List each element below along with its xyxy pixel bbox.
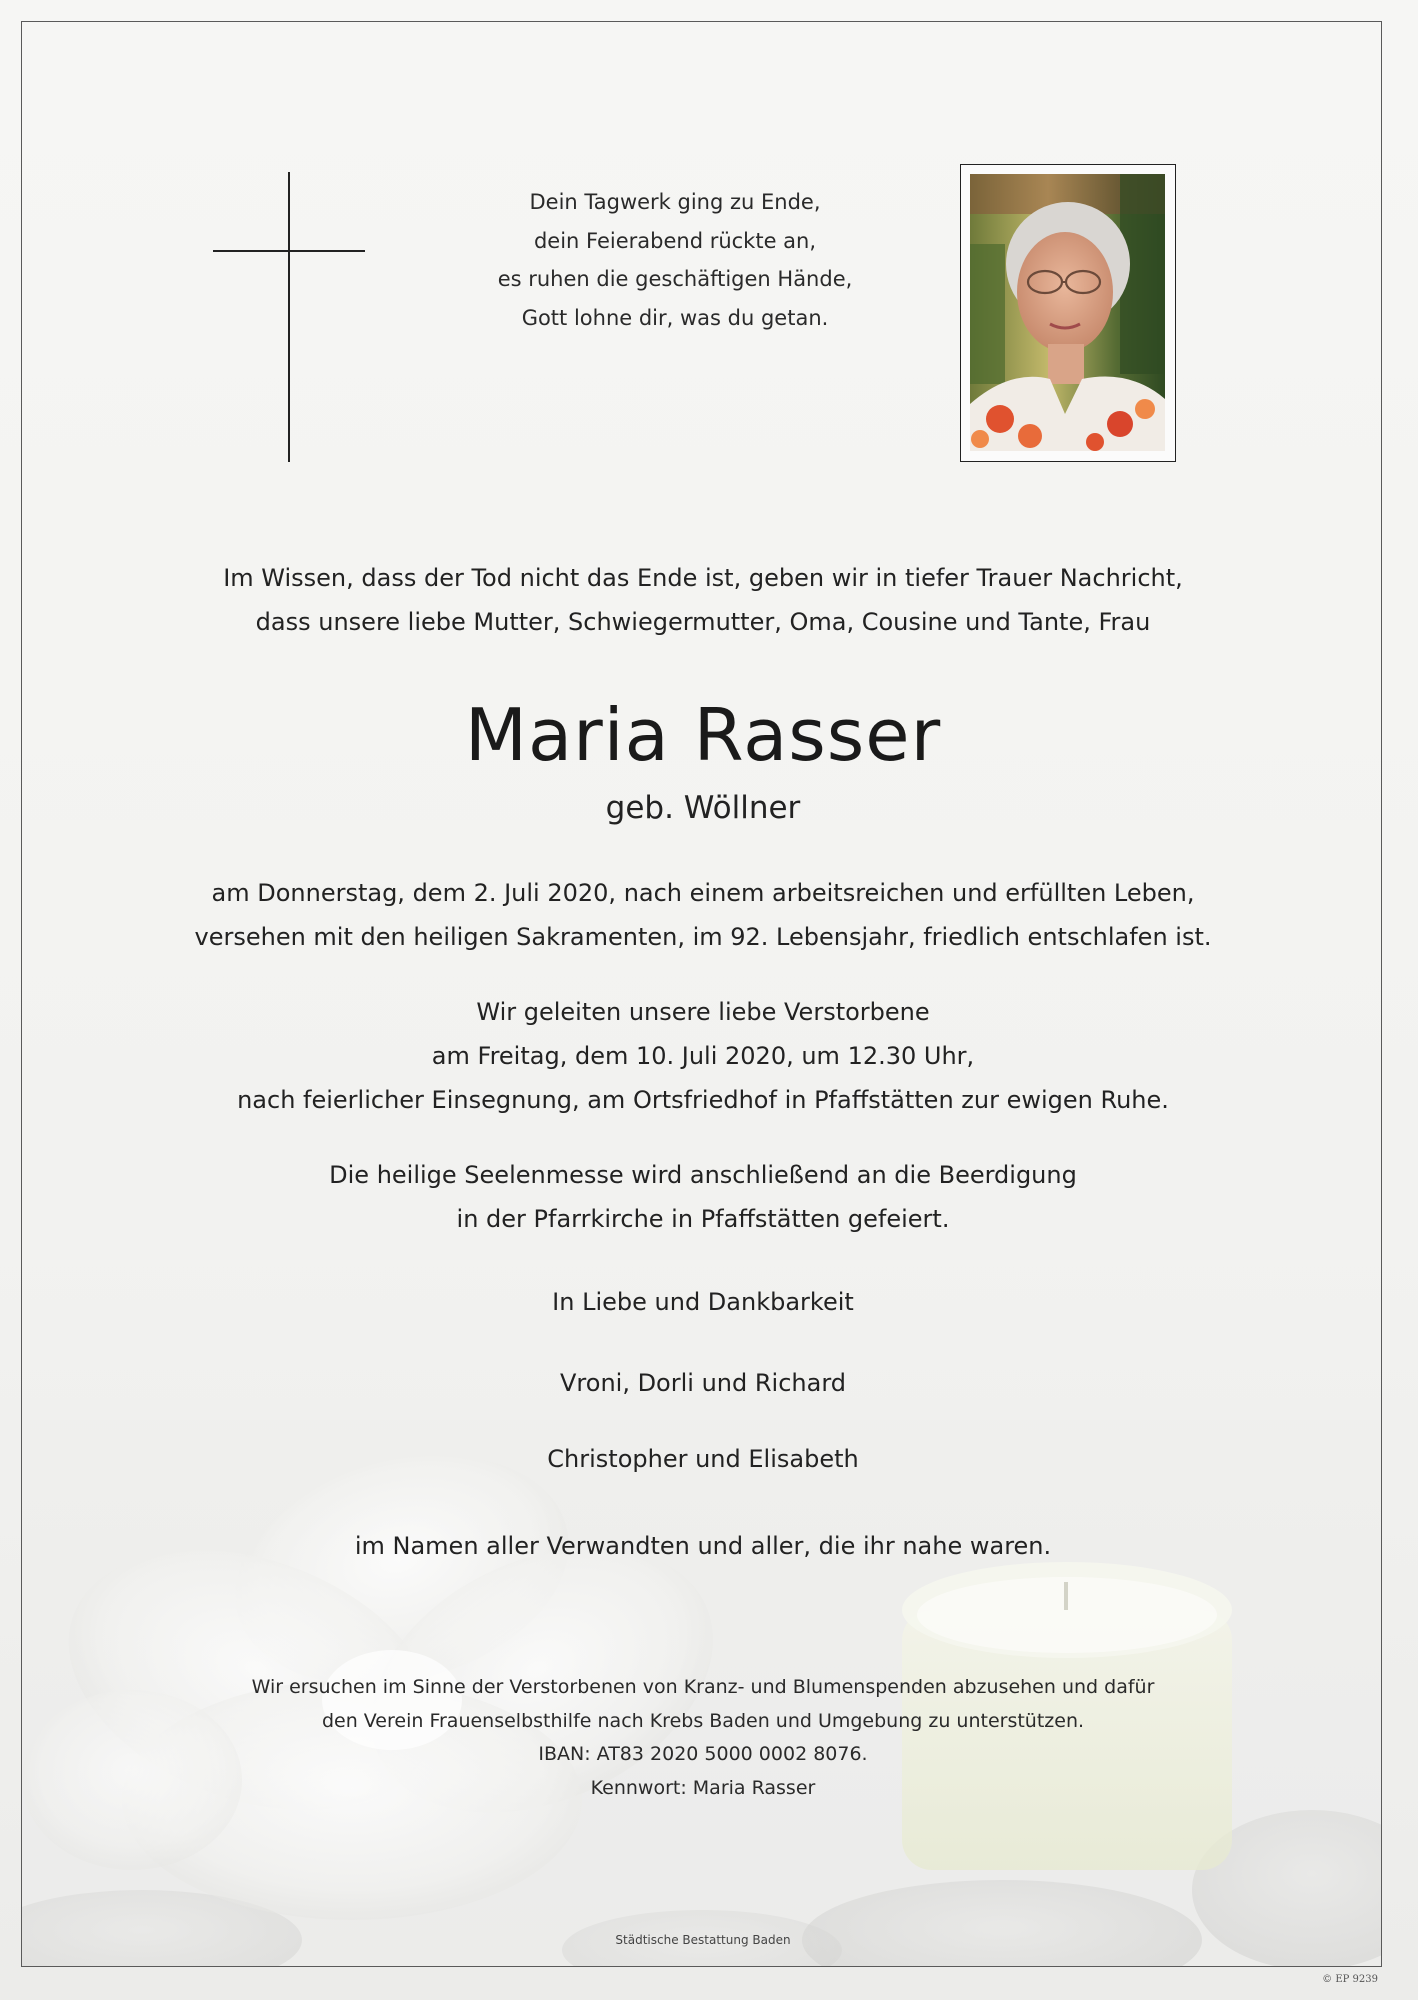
intro-text [0,556,1406,644]
donation-keyword: Kennwort: Maria Rasser [590,1776,816,1799]
mass-info [0,1153,1406,1241]
funeral-line: nach feierlicher Einsegnung, am Ortsfriedhof in Pfaffstätten zur ewigen Ruhe. [237,1086,1169,1114]
death-notice [0,871,1406,959]
poem-line: dein Feierabend rückte an, [533,228,817,253]
cross-icon [213,172,365,462]
maiden-name: geb. Wöllner [605,790,801,826]
donation-line: den Verein Frauenselbsthilfe nach Krebs Baden und Umgebung zu unterstützen. [321,1709,1085,1732]
print-code: © EP 9239 [1322,1974,1378,1985]
poem-line: Gott lohne dir, was du getan. [521,305,829,330]
portrait-frame [960,164,1176,462]
funeral-line: Wir geleiten unsere liebe Verstorbene [476,998,930,1026]
death-notice-line: am Donnerstag, dem 2. Juli 2020, nach einem arbeitsreichen und erfüllten Leben, [211,879,1195,907]
poem-line: es ruhen die geschäftigen Hände, [497,267,853,291]
closing-phrase: In Liebe und Dankbarkeit [552,1288,854,1316]
mass-line: in der Pfarrkirche in Pfaffstätten gefeiert. [456,1205,950,1233]
intro-line: dass unsere liebe Mutter, Schwiegermutter, Oma, Cousine und Tante, Frau [255,608,1151,636]
donation-iban: IBAN: AT83 2020 5000 0002 8076. [538,1743,868,1765]
donation-line: Wir ersuchen im Sinne der Verstorbenen von Kranz- und Blumenspenden abzusehen und dafür [251,1676,1155,1698]
intro-line: Im Wissen, dass der Tod nicht das Ende ist, geben wir in tiefer Trauer Nachricht, [223,564,1183,592]
mourners-line: Christopher und Elisabeth [547,1445,859,1473]
poem [400,183,950,337]
behalf-line: im Namen aller Verwandten und aller, die ihr nahe waren. [354,1532,1052,1560]
death-notice-line: versehen mit den heiligen Sakramenten, im 92. Lebensjahr, friedlich entschlafen ist. [194,923,1212,951]
undertaker-name: Städtische Bestattung Baden [615,1933,791,1947]
deceased-name: Maria Rasser [464,693,942,777]
poem-line: Dein Tagwerk ging zu Ende, [529,190,821,214]
donation-request [0,1671,1406,1805]
mourners-line: Vroni, Dorli und Richard [560,1369,846,1397]
funeral-info [0,990,1406,1122]
mass-line: Die heilige Seelenmesse wird anschließend an die Beerdigung [329,1161,1077,1189]
portrait-photo [970,174,1165,451]
funeral-line: am Freitag, dem 10. Juli 2020, um 12.30 Uhr, [431,1042,975,1070]
